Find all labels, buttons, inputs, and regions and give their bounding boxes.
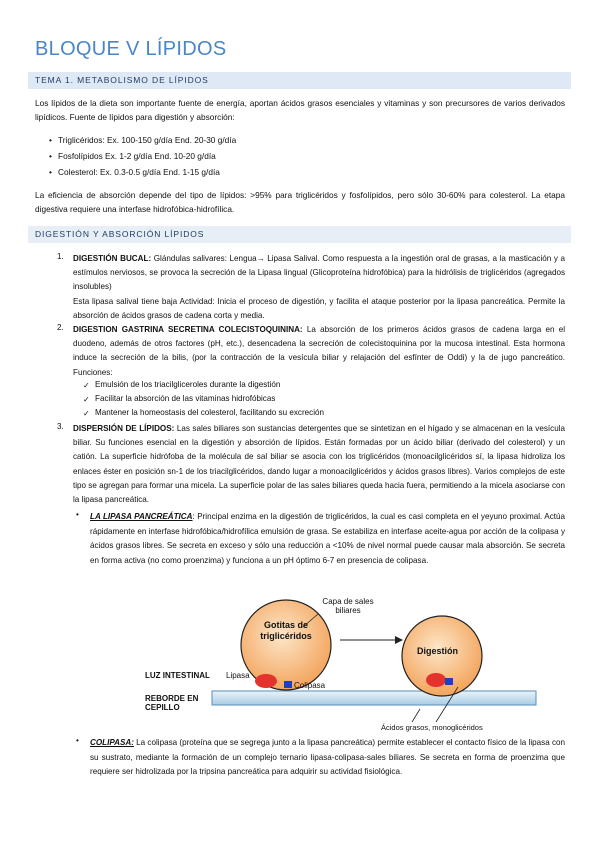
list-item: ✓ Facilitar la absorción de las vitaminas hidrofóbicas [83,394,276,404]
tema-heading: TEMA 1. METABOLISMO DE LÍPIDOS [35,75,209,85]
item-dispersion-lipidos: DISPERSIÓN DE LÍPIDOS: Las sales biliares son sustancias detergentes que se sintetizan en el hígado y se almacenan en la vesícula biliar. Su funciones esencial en la digestión y absorción de lípidos. Están formadas por un ácido biliar (derivado del colesterol) y un catión. La superficie hidrófoba de la molécula de sal biliar se asocia con los triglicéridos (monoacilglicéridos sí, la lipasa hidroliza los enlaces éster en posición sn-1 de los triacilglicéridos, dando lugar a monoacilglicéridos y ácidos grasos libres). Varios complejos de este tipo se agregan para formar una micela. La superficie polar de las sales biliares queda hacia fuera, permitiendo a la micela asociarse con la lipasa pancreática. [73,424,565,505]
bullet-icon: • [76,736,79,745]
fig-label-gotitas: Gotitas de triglicéridos [260,620,312,641]
fig-label-lipasa: Lipasa [226,671,250,680]
bullet-icon: • [76,510,79,519]
section-band [28,226,571,243]
fig-label-luz: LUZ INTESTINAL [145,671,210,680]
check-icon: ✓ [83,381,90,390]
fig-label-capa: Capa de sales biliares [322,597,374,615]
colipase-shape [445,678,453,685]
list-item: • Fosfolípidos Ex. 1-2 g/día End. 10-20 g/día [49,151,216,161]
list-item: • Colesterol: Ex. 0.3-0.5 g/día End. 1-15 g/día [49,167,220,177]
list-item: • Triglicéridos: Ex. 100-150 g/día End. 20-30 g/día [49,135,237,145]
page-title: BLOQUE V LÍPIDOS [35,38,227,60]
tema-band [28,72,571,89]
fig-label-digestion: Digestión [417,646,459,656]
item-number: 3. [57,422,64,431]
item-number: 2. [57,323,64,332]
intro-paragraph: Los lípidos de la dieta son importante fuente de energía, aportan ácidos grasos esenciales y vitaminas y son precursores de varios derivados lipídicos. Fuente de lípidos para digestión y absorción: [35,98,565,122]
fig-label-reborde: REBORDE EN CEPILLO [145,694,199,712]
eficiencia-paragraph: La eficiencia de absorción depende del tipo de lípidos: >95% para triglicéridos y fosfolípidos, pero sólo 30-60% para colesterol. La etapa digestiva requiere una interfase hidrofóbica-hidrofílica. [35,190,565,214]
fig-label-colipasa: Colipasa [294,681,326,690]
item-number: 1. [57,252,64,261]
check-icon: ✓ [83,395,90,404]
item-digestion-gastrina: DIGESTION GASTRINA SECRETINA COLECISTOQUININA: La absorción de los primeros ácidos grasos de cadena larga en el duodeno, además de otros factores (pH, etc.), desencadena la secreción de colecistoquinina por la mucosa intestinal. Esta hormona induce la secreción de la bilis, (por la contracción de la vesícula biliar y relajación del esfínter de Oddi) y la de jugo pancreático. Funciones: [73,325,565,377]
list-item: ✓ Emulsión de los triacilgliceroles durante la digestión [83,380,281,390]
lipase-shape [426,673,446,687]
colipase-shape [284,681,292,688]
fig-label-acidos: Ácidos grasos, monoglicéridos [381,723,483,732]
check-icon: ✓ [83,409,90,418]
list-item: ✓ Mantener la homeostasis del colesterol, facilitando su excreción [83,408,324,418]
section-heading: DIGESTIÓN Y ABSORCIÓN LÍPIDOS [35,229,205,239]
lipase-shape [255,674,277,688]
colipasa-paragraph: COLIPASA: La colipasa (proteína que se segrega junto a la lipasa pancreática) permite establecer el contacto físico de la lipasa con su sustrato, mediante la formación de un complejo ternario lipasa-colipasa-sales biliares. Se secreta en forma de proenzima que requiere ser hidrolizada por la tripsina pancreática para adquirir su actividad fisiológica. [90,738,565,776]
brush-border-bar [212,691,536,705]
lipasa-pancreatica-paragraph: LA LIPASA PANCREÁTICA: Principal enzima en la digestión de triglicéridos, la cual es casi completa en el yeyuno proximal. Actúa rápidamente en interfase hidrofóbica/hidrofílica emulsión de grasa. Se estabiliza en interfase aceite-agua por acción de la colipasa y ácidos grasos libres. Se secreta en exceso y sólo una reducción a <10% de nivel normal puede causar mala absorción. Se secreta en forma activa (no como proenzima) y funciona a un pH óptimo 6-7 en presencia de colipasa. [90,512,565,565]
item-digestion-bucal: DIGESTIÓN BUCAL: Glándulas salivares: Lengua→ Lipasa Salival. Como respuesta a la ingestión oral de grasas, a la masticación y a estímulos nerviosos, se provoca la secreción de la Lipasa lingual (Glicoproteína hidrofóbica) para la hidrólisis de triglicéridos (agregados insolubles) Esta lipasa salival tiene baja Actividad: Inicia el proceso de digestión, y facilita el ataque posterior por la lipasa pancreática. Permite la absorción de ácidos grasos de cadena corta y media. [73,254,565,320]
